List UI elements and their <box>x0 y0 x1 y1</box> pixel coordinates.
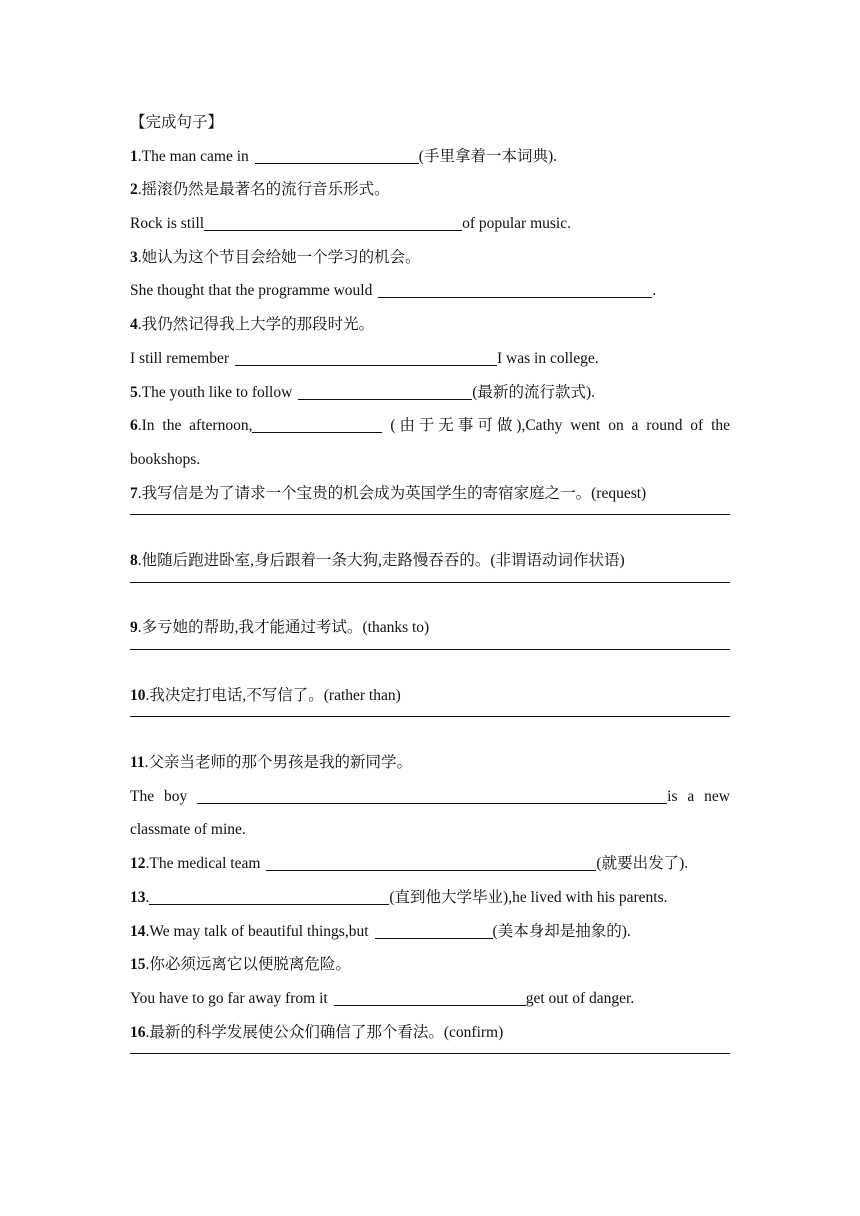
question-number: 2 <box>130 181 138 199</box>
question-number: 15 <box>130 956 146 974</box>
question-number: 6 <box>130 417 138 435</box>
answer-blank[interactable] <box>149 889 389 905</box>
answer-line[interactable] <box>130 578 730 612</box>
question-chinese: .他随后跑进卧室,身后跟着一条大狗,走路慢吞吞的。(非谓语动词作状语) <box>137 551 625 569</box>
question-2-sentence <box>130 207 730 241</box>
question-text: You have to go far away from it <box>130 989 328 1007</box>
question-9 <box>130 611 730 645</box>
question-text: .In the afternoon, <box>137 417 253 435</box>
question-number: 16 <box>130 1023 146 1041</box>
question-text: Rock is still <box>130 215 205 233</box>
question-chinese: .我决定打电话,不写信了。(rather than) <box>145 686 401 704</box>
question-16 <box>130 1016 730 1050</box>
question-4-sentence <box>130 342 730 376</box>
question-text: .We may talk of beautiful things,but <box>145 922 369 940</box>
question-number: 9 <box>130 619 138 637</box>
question-chinese: .你必须远离它以便脱离危险。 <box>145 956 351 974</box>
answer-blank[interactable] <box>255 148 419 164</box>
section-title: 【完成句子】 <box>130 114 224 131</box>
answer-line[interactable] <box>130 510 730 544</box>
answer-blank[interactable] <box>252 417 382 433</box>
question-11 <box>130 746 730 780</box>
answer-line[interactable] <box>130 712 730 746</box>
question-text-end: of popular music. <box>462 215 571 233</box>
worksheet <box>130 106 730 1083</box>
answer-blank[interactable] <box>235 350 497 366</box>
question-chinese: .我写信是为了请求一个宝贵的机会成为英国学生的寄宿家庭之一。(request) <box>137 484 647 502</box>
question-number: 1 <box>130 147 138 165</box>
question-chinese: .我仍然记得我上大学的那段时光。 <box>137 316 375 334</box>
question-15-sentence <box>130 982 730 1016</box>
question-hint: (美本身却是抽象的). <box>492 922 631 940</box>
question-number: 12 <box>130 855 146 873</box>
answer-blank[interactable] <box>266 855 596 871</box>
question-hint: (就要出发了). <box>596 855 689 873</box>
question-11-sentence <box>130 780 730 814</box>
question-14 <box>130 915 730 949</box>
question-hint: (最新的流行款式). <box>472 383 595 401</box>
question-6 <box>130 409 730 443</box>
answer-blank[interactable] <box>298 384 472 400</box>
question-10 <box>130 679 730 713</box>
question-text: I still remember <box>130 349 229 367</box>
question-4 <box>130 308 730 342</box>
question-15 <box>130 948 730 982</box>
question-text: The boy <box>130 787 188 805</box>
answer-line[interactable] <box>130 1049 730 1083</box>
question-text-end: . <box>652 282 657 300</box>
answer-blank[interactable] <box>334 990 526 1006</box>
question-text: She thought that the programme would <box>130 282 373 300</box>
question-number: 7 <box>130 484 138 502</box>
question-chinese: .父亲当老师的那个男孩是我的新同学。 <box>144 754 413 772</box>
question-6-continued: bookshops. <box>130 450 201 468</box>
question-chinese: .摇滚仍然是最著名的流行音乐形式。 <box>137 181 390 199</box>
question-number: 13 <box>130 888 146 906</box>
question-number: 11 <box>130 754 145 772</box>
question-chinese: .多亏她的帮助,我才能通过考试。(thanks to) <box>137 619 430 637</box>
question-7 <box>130 477 730 511</box>
question-text: .The youth like to follow <box>137 383 293 401</box>
question-number: 4 <box>130 316 138 334</box>
question-11-continued: classmate of mine. <box>130 821 246 839</box>
question-chinese: .最新的科学发展使公众们确信了那个看法。(confirm) <box>145 1023 504 1041</box>
question-13 <box>130 881 730 915</box>
question-hint: (手里拿着一本词典). <box>418 147 557 165</box>
question-1 <box>130 140 730 174</box>
question-number: 8 <box>130 551 138 569</box>
question-3 <box>130 241 730 275</box>
question-5 <box>130 376 730 410</box>
question-text: .The man came in <box>137 147 249 165</box>
question-text: .The medical team <box>145 855 261 873</box>
question-hint: (直到他大学毕业),he lived with his parents. <box>389 888 668 906</box>
question-text: . <box>145 888 150 906</box>
question-2 <box>130 173 730 207</box>
answer-blank[interactable] <box>378 282 652 298</box>
question-text-end: is a new <box>667 787 730 805</box>
question-number: 5 <box>130 383 138 401</box>
question-3-sentence <box>130 274 730 308</box>
question-number: 3 <box>130 248 138 266</box>
question-number: 14 <box>130 922 146 940</box>
answer-blank[interactable] <box>375 923 493 939</box>
question-12 <box>130 847 730 881</box>
question-text-end: (由于无事可做),Cathy went on a round of the <box>390 417 730 435</box>
question-8 <box>130 544 730 578</box>
question-number: 10 <box>130 686 146 704</box>
question-chinese: .她认为这个节目会给她一个学习的机会。 <box>137 248 421 266</box>
question-text-end: get out of danger. <box>525 989 635 1007</box>
answer-blank[interactable] <box>197 788 667 804</box>
answer-blank[interactable] <box>204 215 462 231</box>
answer-line[interactable] <box>130 645 730 679</box>
question-text-end: I was in college. <box>497 349 599 367</box>
